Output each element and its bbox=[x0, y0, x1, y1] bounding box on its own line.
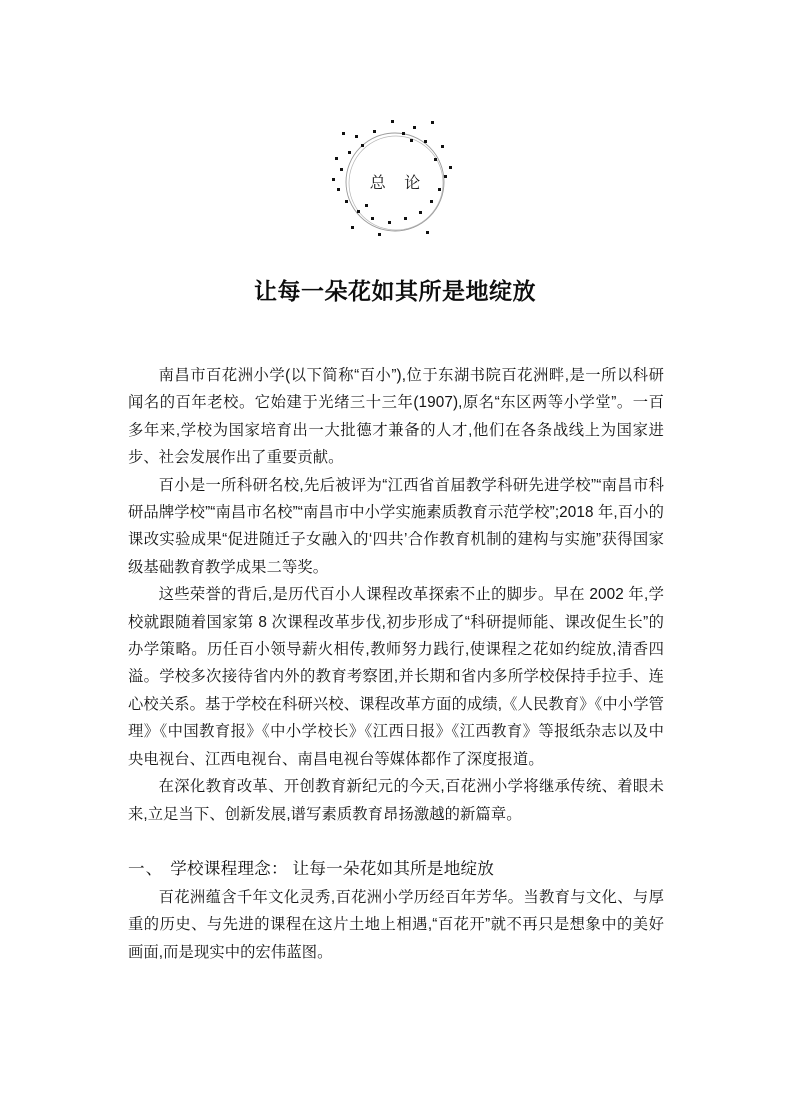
chapter-emblem bbox=[0, 118, 790, 246]
paragraph: 在深化教育改革、开创教育新纪元的今天,百花洲小学将继承传统、着眼未来,立足当下、创新发展,谱写素质教育昂扬激越的新篇章。 bbox=[128, 778, 664, 823]
section-number: 一、 bbox=[128, 858, 164, 878]
paragraph: 百花洲蕴含千年文化灵秀,百花洲小学历经百年芳华。当教育与文化、与厚重的历史、与先进的课程在这片土地上相遇,“百花开”就不再只是想象中的美好画面,而是现实中的宏伟蓝图。 bbox=[128, 888, 664, 961]
paragraph: 百小是一所科研名校,先后被评为“江西省首届教学科研先进学校”“南昌市科研品牌学校”“南昌市名校”“南昌市中小学实施素质教育示范学校”;2018 年,百小的课改实验成果“促进随迁子女融入的‘四共’合作教育机制的建构与实施”获得国家级基础教育教学成果二等奖。 bbox=[128, 476, 664, 576]
document-body bbox=[128, 362, 664, 966]
section-heading bbox=[128, 828, 664, 884]
page-title: 让每一朵花如其所是地绽放 bbox=[254, 278, 536, 305]
paragraph: 南昌市百花洲小学(以下简称“百小”),位于东湖书院百花洲畔,是一所以科研闻名的百年老校。它始建于光绪三十三年(1907),原名“东区两等小学堂”。一百多年来,学校为国家培育出一大批德才兼备的人才,他们在各条战线上为国家进步、社会发展作出了重要贡献。 bbox=[128, 367, 664, 467]
section-heading-text: 学校课程理念： 让每一朵花如其所是地绽放 bbox=[170, 858, 495, 878]
dotted-circle-ornament-icon bbox=[331, 118, 459, 246]
chapter-emblem-label: 总 论 bbox=[369, 175, 428, 193]
paragraph: 这些荣誉的背后,是历代百小人课程改革探索不止的脚步。早在 2002 年,学校就跟随着国家第 8 次课程改革步伐,初步形成了“科研提师能、课改促生长”的办学策略。历任百小领导薪火相传,教师努力践行,使课程之花如约绽放,清香四溢。学校多次接待省内外的教育考察团,并长期和省内多所学校保持手拉手、连心校关系。基于学校在科研兴校、课程改革方面的成绩,《人民教育》《中小学管理》《中国教育报》《中小学校长》《江西日报》《江西教育》等报纸杂志以及中央电视台、江西电视台、南昌电视台等媒体都作了深度报道。 bbox=[128, 586, 664, 768]
